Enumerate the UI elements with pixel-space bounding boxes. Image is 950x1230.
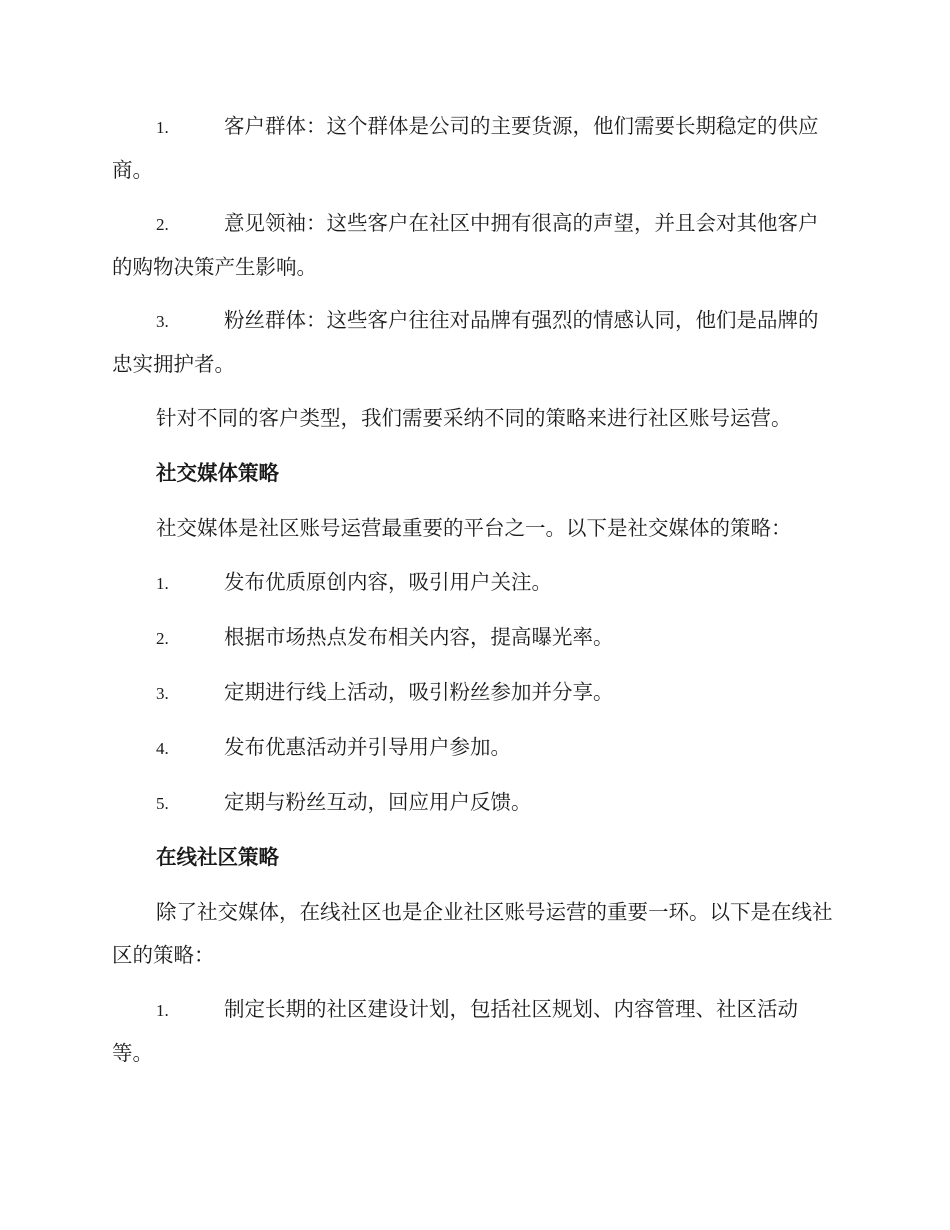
list-item — [112, 561, 834, 605]
list-item — [112, 105, 834, 192]
list-text: 定期与粉丝互动，回应用户反馈。 — [224, 790, 532, 814]
list-number: 5. — [156, 794, 169, 813]
paragraph-strategy: 针对不同的客户类型，我们需要采纳不同的策略来进行社区账号运营。 — [156, 406, 792, 430]
list-number: 3. — [156, 684, 169, 703]
heading-social-media: 社交媒体策略 — [156, 461, 279, 485]
list-item — [112, 202, 834, 289]
list-item — [112, 616, 834, 660]
list-number: 1. — [156, 574, 169, 593]
list-text: 意见领袖：这些客户在社区中拥有很高的声望，并且会对其他客户的购物决策产生影响。 — [112, 211, 819, 279]
list-text: 定期进行线上活动，吸引粉丝参加并分享。 — [224, 680, 614, 704]
list-item — [112, 671, 834, 715]
list-text: 制定长期的社区建设计划，包括社区规划、内容管理、社区活动等。 — [112, 997, 798, 1065]
list-text: 粉丝群体：这些客户往往对品牌有强烈的情感认同，他们是品牌的忠实拥护者。 — [112, 308, 819, 376]
list-item — [112, 726, 834, 770]
list-text: 发布优质原创内容，吸引用户关注。 — [224, 570, 552, 594]
list-item — [112, 988, 834, 1075]
list-number: 2. — [156, 629, 169, 648]
list-item — [112, 299, 834, 386]
paragraph-online-community: 除了社交媒体，在线社区也是企业社区账号运营的重要一环。以下是在线社区的策略： — [112, 900, 833, 967]
list-number: 2. — [156, 215, 169, 234]
paragraph-social-media: 社交媒体是社区账号运营最重要的平台之一。以下是社交媒体的策略： — [156, 516, 792, 540]
list-text: 客户群体：这个群体是公司的主要货源，他们需要长期稳定的供应商。 — [112, 114, 819, 182]
list-item — [112, 781, 834, 825]
list-number: 1. — [156, 1001, 169, 1020]
list-text: 发布优惠活动并引导用户参加。 — [224, 735, 511, 759]
list-number: 1. — [156, 118, 169, 137]
list-number: 4. — [156, 739, 169, 758]
list-number: 3. — [156, 312, 169, 331]
heading-online-community: 在线社区策略 — [156, 845, 279, 869]
list-text: 根据市场热点发布相关内容，提高曝光率。 — [224, 625, 614, 649]
